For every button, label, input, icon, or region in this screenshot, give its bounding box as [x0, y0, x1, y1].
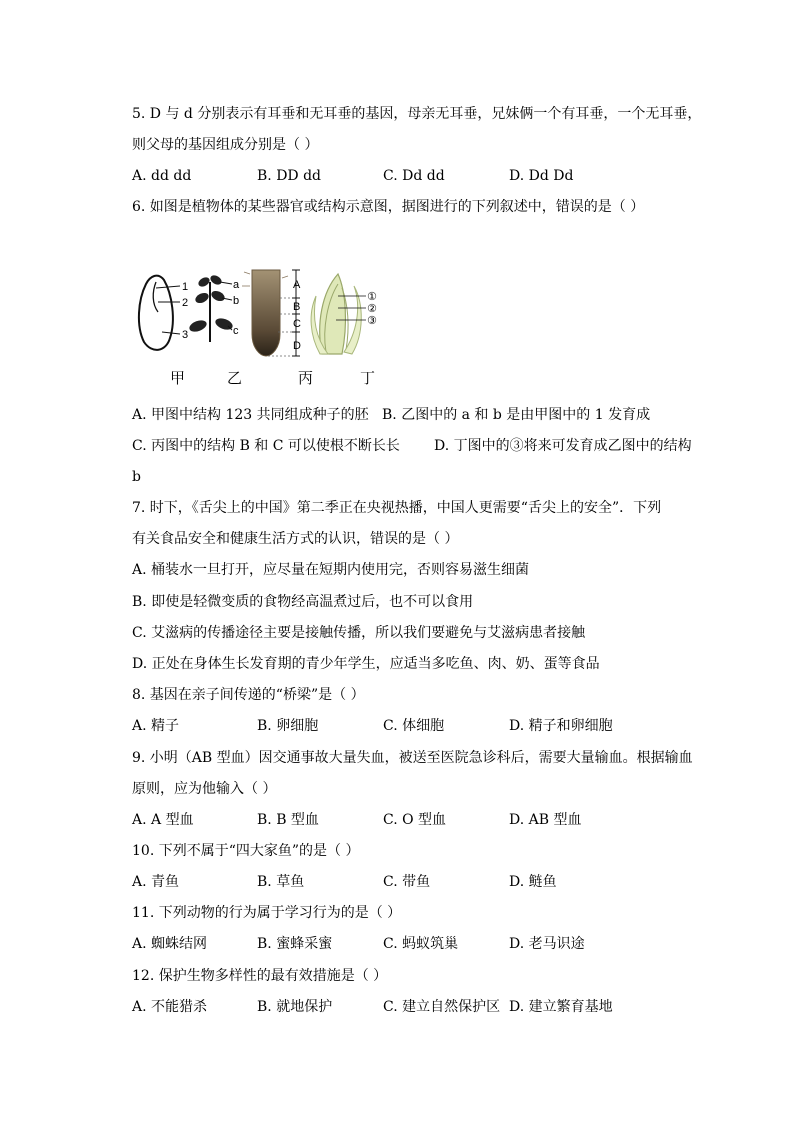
q6-option-d-cont: b — [132, 469, 141, 485]
jia-mark-2: 2 — [182, 297, 189, 309]
q12-option-a: A. 不能猎杀 — [132, 999, 208, 1015]
q6-stem: 6. 如图是植物体的某些器官或结构示意图，据图进行的下列叙述中，错误的是（ ） — [132, 199, 645, 215]
ding-mark-1: ① — [367, 290, 377, 303]
plant-structure-figure — [132, 264, 402, 394]
figure-label-ding: 丁 — [360, 369, 376, 387]
q8-option-d: D. 精子和卵细胞 — [509, 718, 613, 734]
figure-label-jia: 甲 — [170, 369, 186, 387]
q7-stem-line1: 7. 时下，《舌尖上的中国》第二季正在央视热播，中国人更需要“舌尖上的安全”．下列 — [132, 500, 662, 516]
ding-mark-2: ② — [367, 302, 377, 315]
bing-mark-d: D — [293, 340, 301, 352]
q5-stem-line2: 则父母的基因组成分别是（ ） — [132, 137, 319, 153]
q6-option-c: C. 丙图中的结构 B 和 C 可以使根不断长长 — [132, 438, 400, 454]
ding-mark-3: ③ — [367, 314, 377, 327]
q7-option-d: D. 正处在身体生长发育期的青少年学生，应适当多吃鱼、肉、奶、蛋等食品 — [132, 656, 600, 672]
root-tip-drawing — [242, 270, 301, 356]
q9-option-c: C. O 型血 — [383, 812, 447, 828]
seed-drawing — [139, 276, 188, 350]
q12-option-c: C. 建立自然保护区 — [383, 999, 501, 1015]
yi-mark-c: c — [233, 325, 239, 337]
bing-mark-b: B — [293, 301, 301, 313]
yi-mark-a: a — [233, 279, 240, 291]
q5-option-a: A. dd dd — [132, 168, 192, 184]
seedling-drawing — [188, 274, 240, 342]
q5-option-b: B. DD dd — [257, 168, 322, 184]
q8-option-b: B. 卵细胞 — [257, 718, 319, 734]
q12-option-b: B. 就地保护 — [257, 999, 333, 1015]
q7-option-a: A. 桶装水一旦打开，应尽量在短期内使用完，否则容易滋生细菌 — [132, 562, 530, 578]
q11-option-d: D. 老马识途 — [509, 936, 585, 952]
bud-drawing — [311, 274, 377, 354]
q9-option-d: D. AB 型血 — [509, 812, 582, 828]
q8-stem: 8. 基因在亲子间传递的“桥梁”是（ ） — [132, 687, 365, 703]
jia-mark-3: 3 — [182, 329, 189, 341]
q12-option-d: D. 建立繁育基地 — [509, 999, 613, 1015]
q5-option-d: D. Dd Dd — [509, 168, 574, 184]
q9-stem-line1: 9. 小明（AB 型血）因交通事故大量失血，被送至医院急诊科后，需要大量输血。根据输血 — [132, 750, 693, 766]
yi-mark-b: b — [233, 295, 240, 307]
q11-option-b: B. 蜜蜂采蜜 — [257, 936, 333, 952]
bing-mark-c: C — [293, 318, 301, 330]
q10-option-d: D. 鲢鱼 — [509, 874, 557, 890]
q9-stem-line2: 原则，应为他输入（ ） — [132, 781, 277, 797]
q7-option-c: C. 艾滋病的传播途径主要是接触传播，所以我们要避免与艾滋病患者接触 — [132, 625, 586, 641]
q11-stem: 11. 下列动物的行为属于学习行为的是（ ） — [132, 905, 402, 921]
q10-stem: 10. 下列不属于“四大家鱼”的是（ ） — [132, 843, 360, 859]
q6-option-b: B. 乙图中的 a 和 b 是由甲图中的 1 发育成 — [382, 407, 651, 423]
q7-stem-line2: 有关食品安全和健康生活方式的认识，错误的是（ ） — [132, 531, 459, 547]
q12-stem: 12. 保护生物多样性的最有效措施是（ ） — [132, 968, 388, 984]
jia-mark-1: 1 — [182, 281, 189, 293]
figure-label-yi: 乙 — [227, 369, 243, 387]
q8-option-a: A. 精子 — [132, 718, 180, 734]
q10-option-b: B. 草鱼 — [257, 874, 305, 890]
q10-option-c: C. 带鱼 — [383, 874, 431, 890]
q10-option-a: A. 青鱼 — [132, 874, 180, 890]
q11-option-a: A. 蜘蛛结网 — [132, 936, 208, 952]
bing-mark-a: A — [293, 279, 301, 291]
q6-option-a: A. 甲图中结构 123 共同组成种子的胚 — [132, 407, 369, 423]
q7-option-b: B. 即使是轻微变质的食物经高温煮过后，也不可以食用 — [132, 594, 474, 610]
q5-option-c: C. Dd dd — [383, 168, 445, 184]
figure-label-bing: 丙 — [298, 369, 314, 387]
q9-option-b: B. B 型血 — [257, 812, 319, 828]
q9-option-a: A. A 型血 — [132, 812, 194, 828]
q5-stem-line1: 5. D 与 d 分别表示有耳垂和无耳垂的基因，母亲无耳垂，兄妹俩一个有耳垂，一个无耳垂， — [132, 106, 702, 122]
q6-option-d: D. 丁图中的③将来可发育成乙图中的结构 — [434, 438, 692, 454]
q11-option-c: C. 蚂蚁筑巢 — [383, 936, 459, 952]
q8-option-c: C. 体细胞 — [383, 718, 445, 734]
